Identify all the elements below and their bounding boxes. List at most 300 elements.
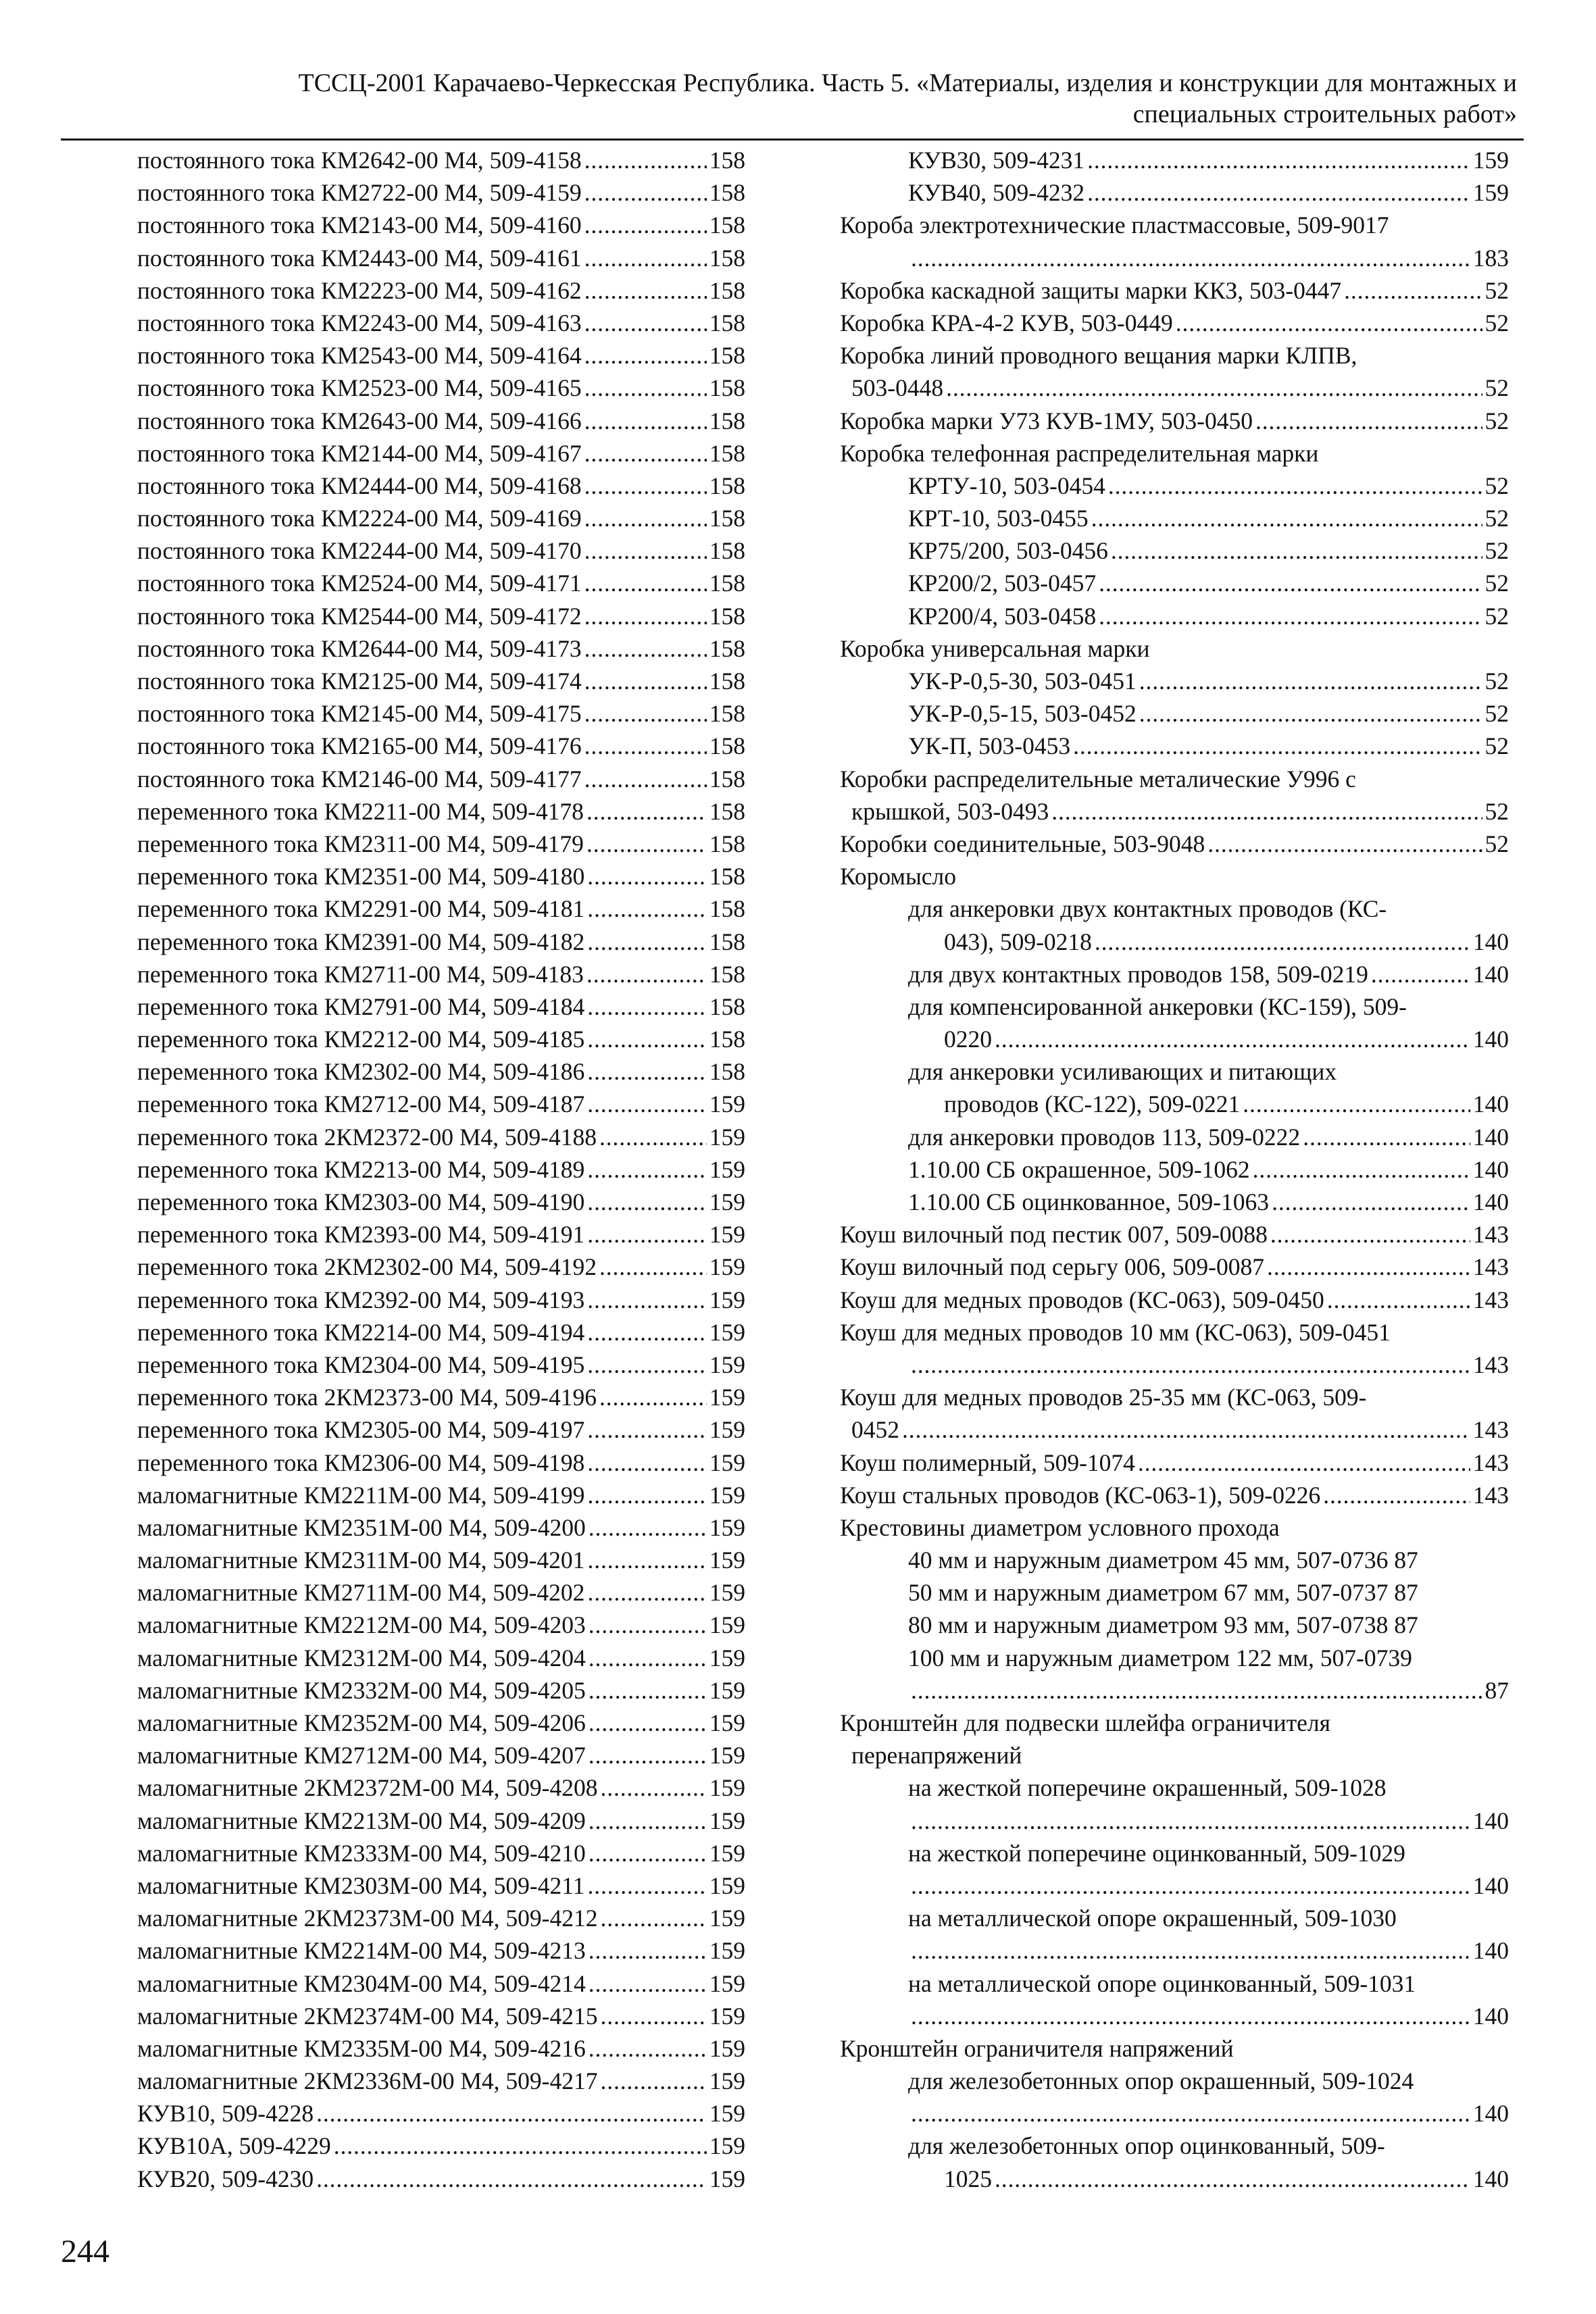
index-entry-text: КР200/2, 503-0457 [908,570,1097,597]
index-entry-page: 52 [1485,276,1509,304]
index-entry-page: 52 [1485,472,1509,499]
dot-leader [1344,274,1482,307]
index-entry-page: 159 [709,1384,745,1411]
index-entry-page: 159 [709,2100,745,2128]
index-entry-text: переменного тока КМ2791-00 М4, 509-4184 [137,992,585,1020]
index-entry-page: 159 [709,2165,745,2192]
index-entry-page: 159 [709,1318,745,1346]
index-entry [840,502,1509,534]
dot-leader [1327,1284,1470,1316]
index-entry [840,730,1509,762]
index-entry-page: 140 [1472,1090,1509,1118]
dot-leader [1099,567,1482,599]
index-entry [840,1805,1509,1837]
dot-leader [587,860,707,892]
dot-leader [1272,1186,1470,1218]
index-entry [137,1707,745,1739]
index-entry-text: переменного тока КМ2214-00 М4, 509-4194 [137,1318,585,1346]
dot-leader [911,1349,1470,1381]
index-entry-text: маломагнитные КМ2335М-00 М4, 509-4216 [137,2034,586,2062]
index-entry [840,209,1509,241]
index-entry [137,339,745,372]
index-entry-text: переменного тока 2КМ2302-00 М4, 509-4192 [137,1253,597,1281]
dot-leader [584,405,707,437]
index-entry-text: 0220 [944,1026,992,1053]
dot-leader [584,144,707,176]
index-entry-page: 159 [709,1807,745,1834]
dot-leader [584,534,707,567]
dot-leader [584,372,707,404]
index-entry [840,1739,1509,1771]
index-entry [840,307,1509,339]
index-entry-text: проводов (КС-122), 509-0221 [944,1090,1241,1118]
index-entry [137,372,745,404]
index-entry-page: 158 [709,570,745,597]
dot-leader [584,763,707,795]
index-entry-page: 143 [1472,1221,1509,1249]
index-entry-text: переменного тока КМ2306-00 М4, 509-4198 [137,1449,585,1476]
dot-leader [587,1869,706,1902]
dot-leader [584,307,707,339]
index-entry [840,1023,1509,1055]
index-entry-text: Коробки соединительные, 503-9048 [840,830,1205,857]
dot-leader [584,730,707,762]
dot-leader [1267,1251,1470,1283]
index-entry-page: 158 [709,960,745,988]
index-entry-page: 158 [709,928,745,955]
index-entry-text: маломагнитные КМ2214М-00 М4, 509-4213 [137,1937,586,1965]
index-entry-text: маломагнитные КМ2311М-00 М4, 509-4201 [137,1546,585,1574]
index-entry [137,1805,745,1837]
index-entry-text: постоянного тока КМ2643-00 М4, 509-4166 [137,407,582,434]
dot-leader [584,209,707,241]
index-entry-text: Коуш стальных проводов (КС-063-1), 509-0226 [840,1481,1321,1509]
index-entry-page: 158 [709,1058,745,1086]
index-entry [840,1251,1509,1283]
index-entry-page: 143 [1472,1416,1509,1444]
index-entry-text: КУВ10А, 509-4229 [137,2132,331,2160]
dot-leader [1139,665,1482,697]
running-header [169,68,1517,130]
index-entry-text: 80 мм и наружным диаметром 93 мм, 507-0738 87 [908,1611,1418,1639]
index-entry-page: 158 [709,472,745,499]
dot-leader [946,372,1482,404]
index-entry-page: 143 [1472,1351,1509,1378]
index-entry-page: 158 [709,309,745,336]
index-entry [137,144,745,176]
index-entry-text: Коробка каскадной защиты марки ККЗ, 503-0447 [840,276,1342,304]
index-entry-text: Коуш для медных проводов 10 мм (КС-063), 509-0451 [840,1318,1391,1346]
index-entry [137,1447,745,1479]
index-entry-text: постоянного тока КМ2223-00 М4, 509-4162 [137,276,582,304]
index-entry-text: маломагнитные КМ2332М-00 М4, 509-4205 [137,1676,586,1704]
index-entry-page: 159 [709,1774,745,1802]
index-entry-text: Коуш вилочный под пестик 007, 509-0088 [840,1221,1268,1249]
dot-leader [911,242,1470,274]
index-entry-page: 140 [1472,1188,1509,1215]
index-entry [137,1186,745,1218]
dot-leader [1253,1153,1470,1186]
index-entry-text: 503-0448 [851,374,944,402]
index-entry-page: 158 [709,439,745,467]
index-entry [840,697,1509,730]
index-entry [840,1544,1509,1576]
dot-leader [584,567,707,599]
index-entry-page: 159 [709,2067,745,2095]
dot-leader [334,2130,707,2162]
index-entry [137,1349,745,1381]
index-entry [137,730,745,762]
index-entry-text: постоянного тока КМ2524-00 М4, 509-4171 [137,570,582,597]
index-entry [137,958,745,990]
index-entry [840,2065,1509,2097]
dot-leader [316,2163,707,2195]
index-entry [840,1707,1509,1739]
dot-leader [587,1153,707,1186]
index-entry-text: переменного тока КМ2712-00 М4, 509-4187 [137,1090,585,1118]
dot-leader [911,2097,1470,2130]
index-entry [137,926,745,958]
header-rule [61,139,1524,141]
index-entry [137,1967,745,2000]
index-entry-text: маломагнитные 2КМ2373М-00 М4, 509-4212 [137,1905,598,1932]
index-entry [137,1511,745,1544]
index-entry-text: переменного тока КМ2392-00 М4, 509-4193 [137,1286,585,1313]
dot-leader [1111,534,1482,567]
index-entry [840,1284,1509,1316]
dot-leader [584,274,707,307]
index-entry-text: маломагнитные 2КМ2374М-00 М4, 509-4215 [137,2002,598,2030]
index-entry [137,697,745,730]
dot-leader [995,1023,1470,1055]
index-entry-page: 52 [1485,700,1509,728]
index-entry-text: Коуш вилочный под серьгу 006, 509-0087 [840,1253,1264,1281]
index-entry-text: маломагнитные КМ2303М-00 М4, 509-4211 [137,1871,585,1899]
index-entry [840,1642,1509,1674]
index-entry [840,1902,1509,1934]
index-entry [840,567,1509,599]
index-entry-page: 159 [709,1481,745,1509]
index-entry [137,600,745,632]
index-entry-page: 87 [1485,1676,1509,1704]
index-entry-text: переменного тока КМ2291-00 М4, 509-4181 [137,895,585,923]
index-entry-page: 159 [709,1644,745,1671]
index-entry-page: 52 [1485,797,1509,825]
index-entry-page: 52 [1485,570,1509,597]
index-entry [840,892,1509,925]
index-entry-page: 159 [709,1351,745,1378]
index-entry [137,1479,745,1511]
index-entry [137,437,745,470]
index-entry-text: маломагнитные КМ2211М-00 М4, 509-4199 [137,1481,585,1509]
index-entry [137,795,745,828]
index-entry-page: 159 [709,1937,745,1965]
index-entry-page: 183 [1472,244,1509,272]
index-entry-text: постоянного тока КМ2144-00 М4, 509-4167 [137,439,582,467]
index-entry-page: 158 [709,147,745,174]
dot-leader [587,795,707,828]
index-entry-page: 140 [1472,1807,1509,1834]
index-entry-page: 52 [1485,407,1509,434]
index-entry [840,860,1509,892]
dot-leader [589,1609,707,1641]
dot-leader [589,1707,707,1739]
index-entry [137,2065,745,2097]
index-entry [840,1609,1509,1641]
index-entry-text: переменного тока КМ2211-00 М4, 509-4178 [137,797,584,825]
index-entry-page: 158 [709,244,745,272]
index-entry [840,828,1509,860]
index-entry-page: 159 [709,1905,745,1932]
dot-leader [587,892,707,925]
index-entry-text: переменного тока КМ2302-00 М4, 509-4186 [137,1058,585,1086]
index-entry-text: переменного тока КМ2213-00 М4, 509-4189 [137,1155,585,1183]
index-entry-text: постоянного тока КМ2644-00 М4, 509-4173 [137,634,582,662]
index-entry-text: перенапряжений [851,1742,1022,1769]
index-entry-text: постоянного тока КМ2244-00 М4, 509-4170 [137,537,582,565]
index-entry-text: маломагнитные КМ2213М-00 М4, 509-4209 [137,1807,586,1834]
index-entry-text: Коромысло [840,863,957,890]
index-entry-text: для анкеровки усиливающих и питающих [908,1058,1337,1086]
index-entry [137,990,745,1023]
index-entry-page: 159 [709,1188,745,1215]
running-header-line-1: ТССЦ-2001 Карачаево-Черкесская Республика. Часть 5. «Материалы, изделия и конструкции для монтажных и [298,69,1517,97]
index-entry-text: КР200/4, 503-0458 [908,602,1097,630]
dot-leader [1207,828,1482,860]
index-entry-page: 140 [1472,1026,1509,1053]
index-entry-page: 52 [1485,602,1509,630]
index-entry-page: 159 [709,1871,745,1899]
index-entry-text: КР75/200, 503-0456 [908,537,1108,565]
dot-leader [589,1642,707,1674]
index-entry-text: переменного тока КМ2351-00 М4, 509-4180 [137,863,585,890]
index-entry [137,1121,745,1153]
index-entry-text: 1025 [944,2165,992,2192]
dot-leader [911,1805,1470,1837]
index-entry-text: КРТ-10, 503-0455 [908,505,1089,532]
index-entry [137,1316,745,1349]
dot-leader [587,1218,707,1251]
index-entry-text: Крестовины диаметром условного прохода [840,1513,1280,1541]
index-entry-text: Коробки распределительные металические У996 с [840,765,1356,793]
index-entry-text: постоянного тока КМ2146-00 М4, 509-4177 [137,765,582,793]
index-entry [137,274,745,307]
index-entry [137,176,745,209]
index-entry [137,242,745,274]
index-entry-page: 159 [709,1221,745,1249]
dot-leader [601,2065,707,2097]
index-entry-text: постоянного тока КМ2165-00 М4, 509-4176 [137,732,582,760]
index-entry [137,1674,745,1707]
index-entry [840,1316,1509,1349]
index-entry-page: 159 [709,2132,745,2160]
dot-leader [584,437,707,470]
index-entry [840,144,1509,176]
index-entry [840,1088,1509,1120]
dot-leader [584,697,707,730]
dot-leader [1255,405,1482,437]
index-entry-text: Коробка телефонная распределительная марки [840,439,1319,467]
index-entry-text: для железобетонных опор оцинкованный, 509- [908,2132,1385,2160]
dot-leader [1091,502,1482,534]
index-entry-page: 158 [709,1026,745,1053]
index-entry-text: переменного тока КМ2711-00 М4, 509-4183 [137,960,584,988]
index-entry-text: постоянного тока КМ2544-00 М4, 509-4172 [137,602,582,630]
index-entry [840,600,1509,632]
dot-leader [1087,176,1470,209]
index-entry-page: 158 [709,602,745,630]
index-entry [137,1023,745,1055]
index-entry-page: 140 [1472,928,1509,955]
index-column-right [840,144,1509,2195]
dot-leader [1087,144,1470,176]
index-entry [840,372,1509,404]
dot-leader [1138,1447,1470,1479]
dot-leader [1323,1479,1470,1511]
index-entry [840,2163,1509,2195]
index-entry-text: маломагнитные КМ2333М-00 М4, 509-4210 [137,1839,586,1867]
index-entry-page: 158 [709,992,745,1020]
dot-leader [911,1934,1470,1967]
index-entry-page: 52 [1485,309,1509,336]
index-entry [840,1511,1509,1544]
index-entry [840,1771,1509,1804]
dot-leader [587,1088,707,1120]
dot-leader [589,1967,707,2000]
index-entry-text: для железобетонных опор окрашенный, 509-1024 [908,2067,1414,2095]
index-entry [137,1771,745,1804]
index-entry-page: 52 [1485,505,1509,532]
index-entry-page: 158 [709,211,745,239]
index-entry [840,405,1509,437]
index-entry-page: 143 [1472,1286,1509,1313]
index-entry-text: маломагнитные КМ2351М-00 М4, 509-4200 [137,1513,586,1541]
dot-leader [1139,697,1482,730]
index-entry-page: 52 [1485,668,1509,695]
index-entry [137,1251,745,1283]
dot-leader [589,1805,707,1837]
index-entry [840,2130,1509,2162]
index-entry [840,1218,1509,1251]
dot-leader [1095,926,1470,958]
index-entry-page: 159 [709,1253,745,1281]
index-entry [137,1837,745,1869]
index-entry-page: 159 [709,1416,745,1444]
dot-leader [587,1316,707,1349]
index-entry [137,1153,745,1186]
dot-leader [589,1511,707,1544]
index-entry-text: постоянного тока КМ2143-00 М4, 509-4160 [137,211,582,239]
index-entry-page: 140 [1472,1155,1509,1183]
index-entry [840,1576,1509,1609]
index-entry-text: маломагнитные 2КМ2336М-00 М4, 509-4217 [137,2067,598,2095]
index-entry-page: 159 [709,1676,745,1704]
dot-leader [587,1576,706,1609]
index-entry [840,2097,1509,2130]
index-entry-text: постоянного тока КМ2243-00 М4, 509-4163 [137,309,582,336]
index-entry [137,534,745,567]
index-entry [840,926,1509,958]
index-entry [137,1934,745,1967]
index-entry-text: Коробка марки У73 КУВ-1МУ, 503-0450 [840,407,1253,434]
index-entry-text: Коробка КРА-4-2 КУВ, 503-0449 [840,309,1173,336]
index-entry-text: для анкеровки проводов 113, 509-0222 [908,1123,1301,1151]
index-entry [840,339,1509,372]
dot-leader [599,1381,707,1413]
dot-leader [587,990,707,1023]
index-entry-text: 40 мм и наружным диаметром 45 мм, 507-0736 87 [908,1546,1418,1574]
index-entry-page: 159 [709,1611,745,1639]
index-entry-page: 159 [709,1709,745,1736]
index-entry-page: 140 [1472,2100,1509,2128]
index-entry-text: маломагнитные КМ2712М-00 М4, 509-4207 [137,1742,586,1769]
index-entry [840,1479,1509,1511]
index-entry-page: 52 [1485,374,1509,402]
dot-leader [601,1902,707,1934]
index-entry-text: маломагнитные КМ2352М-00 М4, 509-4206 [137,1709,586,1736]
index-entry [137,405,745,437]
index-entry-page: 159 [1472,147,1509,174]
dot-leader [1243,1088,1470,1120]
index-entry-page: 159 [1472,179,1509,207]
index-entry-text: для компенсированной анкеровки (КС-159), 509- [908,992,1407,1020]
index-entry [840,534,1509,567]
index-entry-page: 52 [1485,537,1509,565]
index-entry [137,1869,745,1902]
index-entry-text: Короба электротехнические пластмассовые, 509-9017 [840,211,1389,239]
index-entry-text: Коуш для медных проводов (КС-063), 509-0450 [840,1286,1324,1313]
dot-leader [1051,795,1482,828]
index-entry-page: 159 [709,1286,745,1313]
index-entry-page: 158 [709,830,745,857]
index-entry-page: 158 [709,276,745,304]
index-entry [840,1674,1509,1707]
dot-leader [589,1674,707,1707]
index-entry-page: 159 [709,1449,745,1476]
dot-leader [902,1413,1470,1446]
index-entry [840,1837,1509,1869]
dot-leader [587,1544,706,1576]
index-entry [840,274,1509,307]
index-entry-text: Коуш для медных проводов 25-35 мм (КС-063, 509- [840,1384,1367,1411]
index-entry-text: маломагнитные 2КМ2372М-00 М4, 509-4208 [137,1774,598,1802]
index-entry-text: на жесткой поперечине окрашенный, 509-1028 [908,1774,1387,1802]
index-entry-page: 140 [1472,1123,1509,1151]
index-entry [840,176,1509,209]
index-entry-text: переменного тока КМ2311-00 М4, 509-4179 [137,830,584,857]
index-entry [137,632,745,665]
index-entry [840,2000,1509,2032]
index-entry-text: постоянного тока КМ2523-00 М4, 509-4165 [137,374,582,402]
dot-leader [584,242,707,274]
index-entry [137,209,745,241]
index-entry-text: переменного тока 2КМ2373-00 М4, 509-4196 [137,1384,597,1411]
dot-leader [587,1349,707,1381]
dot-leader [1270,1218,1470,1251]
index-entry-page: 140 [1472,1937,1509,1965]
dot-leader [587,828,707,860]
index-entry [840,1967,1509,2000]
index-entry [840,242,1509,274]
dot-leader [584,632,707,665]
index-entry-page: 52 [1485,732,1509,760]
index-entry [840,1349,1509,1381]
index-entry [137,1088,745,1120]
index-entry-page: 158 [709,732,745,760]
index-entry-page: 158 [709,895,745,923]
index-entry [137,2000,745,2032]
dot-leader [587,1413,707,1446]
